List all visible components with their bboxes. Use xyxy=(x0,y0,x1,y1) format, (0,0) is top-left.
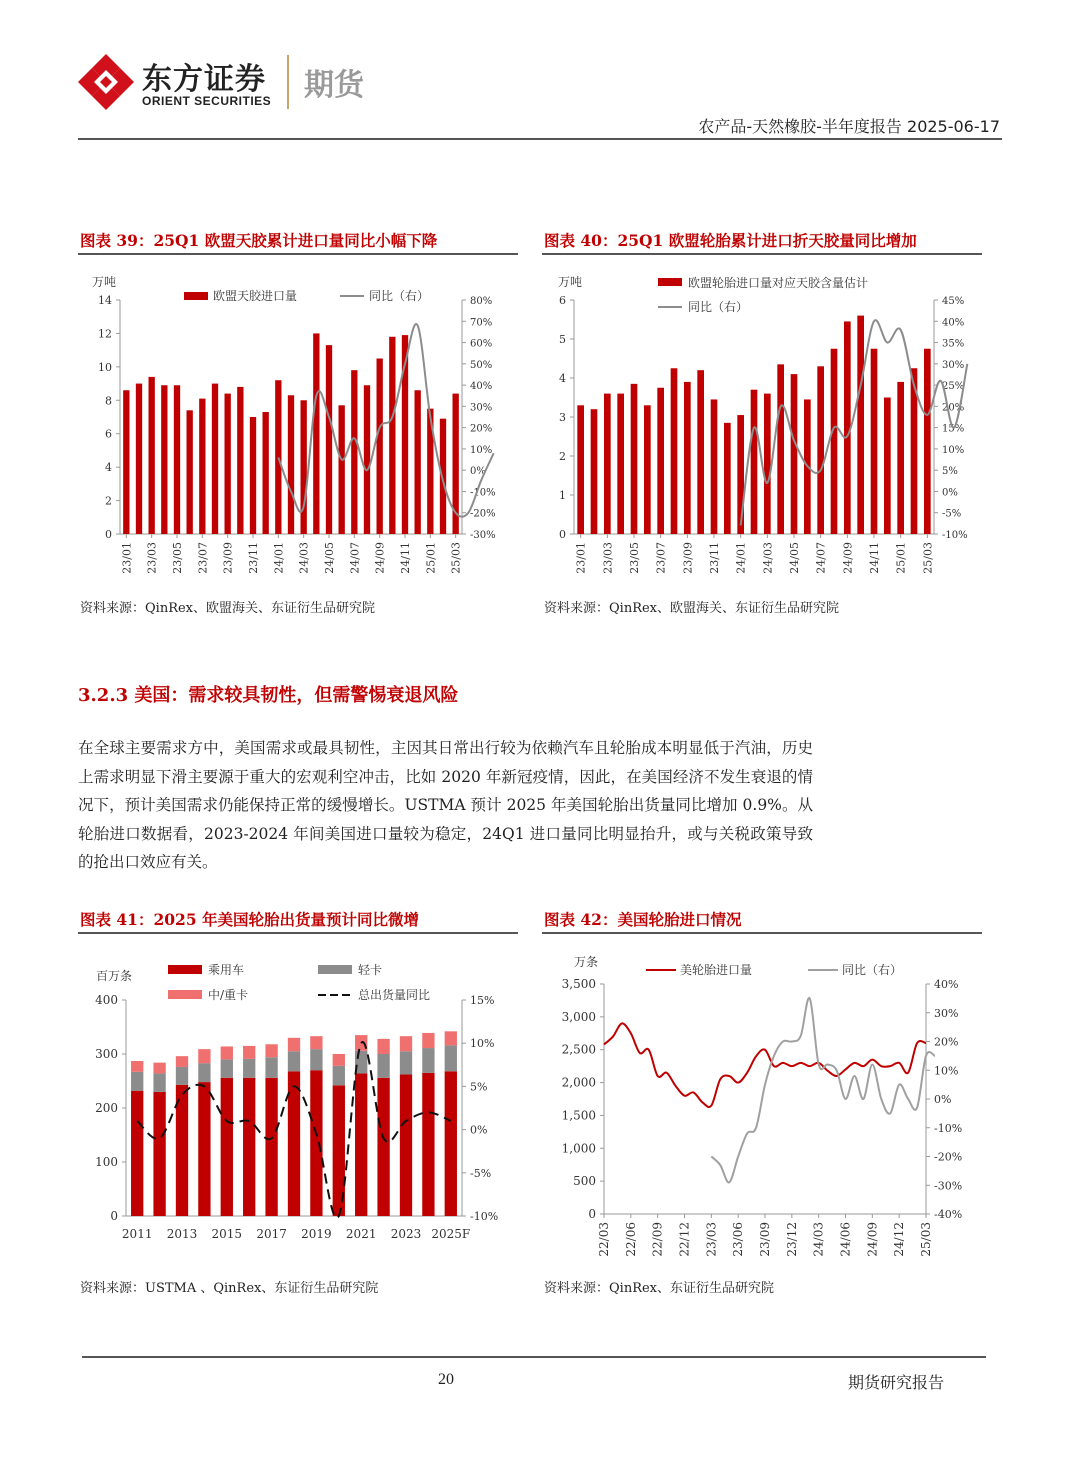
bar xyxy=(871,349,878,534)
bar xyxy=(924,349,931,534)
x-tick-label: 23/07 xyxy=(196,542,210,574)
bar xyxy=(377,359,383,535)
y-tick-label: 4 xyxy=(559,372,566,385)
x-tick-label: 24/07 xyxy=(348,542,362,574)
x-tick-label: 23/11 xyxy=(708,542,721,574)
x-tick-label: 24/09 xyxy=(841,542,855,574)
fig41-chart xyxy=(78,940,518,1270)
y-tick-label: 12 xyxy=(98,327,112,341)
bar xyxy=(764,394,771,534)
x-tick-label: 2023 xyxy=(390,1227,422,1241)
x-tick-label: 25/01 xyxy=(424,542,438,574)
x-tick-label: 2015 xyxy=(211,1227,243,1241)
fig41-title: 图表 41：2025 年美国轮胎出货量预计同比微增 xyxy=(80,910,420,929)
y-tick-label: 300 xyxy=(95,1047,118,1061)
bar-heavy-truck xyxy=(400,1036,412,1051)
x-tick-label: 2013 xyxy=(166,1227,198,1241)
y-tick-label: 0 xyxy=(588,1207,596,1221)
bar-heavy-truck xyxy=(445,1031,457,1045)
y-tick-label: 3,000 xyxy=(561,1009,596,1024)
y2-tick-label: 45% xyxy=(942,296,965,307)
y2-tick-label: 20% xyxy=(470,423,493,435)
y-tick-label: 8 xyxy=(105,394,112,408)
bar-passenger xyxy=(265,1078,277,1216)
x-tick-label: 23/09 xyxy=(681,542,695,574)
bar-light-truck xyxy=(400,1051,412,1074)
y2-tick-label: 20% xyxy=(934,1035,959,1049)
y-tick-label: 2 xyxy=(105,494,112,508)
bar-passenger xyxy=(221,1078,233,1216)
y-tick-label: 0 xyxy=(105,528,112,541)
legend-label: 同比（右） xyxy=(842,963,903,977)
y-tick-label: 6 xyxy=(559,294,566,307)
bar xyxy=(684,382,691,534)
x-tick-label: 2019 xyxy=(301,1227,332,1241)
y2-tick-label: -5% xyxy=(470,1166,492,1180)
footer-label: 期货研究报告 xyxy=(848,1373,945,1392)
y-tick-label: 14 xyxy=(98,294,112,307)
header xyxy=(0,0,1080,140)
bar xyxy=(440,419,446,534)
bar xyxy=(724,423,731,534)
bar-passenger xyxy=(243,1078,255,1216)
x-tick-label: 23/05 xyxy=(628,542,641,574)
y-tick-label: 0 xyxy=(559,528,566,541)
y-tick-label: 100 xyxy=(95,1155,118,1169)
page-number: 20 xyxy=(438,1371,454,1388)
bar-heavy-truck xyxy=(333,1054,345,1066)
bar xyxy=(751,390,758,534)
x-tick-label: 25/03 xyxy=(919,1222,933,1257)
bar-heavy-truck xyxy=(310,1036,322,1049)
bar xyxy=(671,368,678,534)
x-tick-label: 23/01 xyxy=(120,542,134,574)
bar-light-truck xyxy=(131,1072,143,1091)
x-tick-label: 24/09 xyxy=(373,542,387,574)
bar xyxy=(604,394,611,534)
fig39-rule xyxy=(78,253,518,255)
legend-label: 美轮胎进口量 xyxy=(680,963,753,977)
fig42-source: 资料来源：QinRex、东证衍生品研究院 xyxy=(544,1281,775,1296)
bar-light-truck xyxy=(198,1063,210,1082)
y2-tick-label: -10% xyxy=(934,1121,963,1135)
y-tick-label: 2,500 xyxy=(561,1042,596,1057)
bar-light-truck xyxy=(265,1057,277,1078)
bar xyxy=(123,390,129,534)
fig40-chart xyxy=(542,260,982,590)
legend-label: 欧盟天胶进口量 xyxy=(213,289,298,303)
x-tick-label: 2011 xyxy=(121,1227,153,1241)
fig40-rule xyxy=(542,253,982,255)
legend-swatch-bar xyxy=(658,278,682,286)
legend-swatch-passenger xyxy=(168,965,202,974)
y2-tick-label: 20% xyxy=(942,402,965,414)
orient-logo-icon xyxy=(78,52,134,110)
section-paragraph xyxy=(78,734,813,877)
bar xyxy=(263,412,269,534)
y-tick-label: 2 xyxy=(559,450,566,463)
legend-swatch-bar xyxy=(184,292,208,300)
bar-passenger xyxy=(422,1073,434,1216)
y2-tick-label: 10% xyxy=(470,444,493,456)
y2-tick-label: 70% xyxy=(470,317,493,329)
bar xyxy=(212,384,218,534)
fig42-rule xyxy=(542,932,982,934)
x-tick-label: 23/03 xyxy=(145,542,159,574)
y-tick-label: 200 xyxy=(95,1101,118,1115)
y2-tick-label: 30% xyxy=(470,402,493,414)
x-tick-label: 24/12 xyxy=(892,1222,907,1257)
bar xyxy=(777,364,784,534)
header-rule xyxy=(78,138,1002,140)
bar xyxy=(174,385,180,534)
bar xyxy=(831,349,838,534)
bar xyxy=(288,395,294,534)
bar-passenger xyxy=(377,1078,389,1216)
y-tick-label: 4 xyxy=(105,461,112,475)
x-tick-label: 24/03 xyxy=(761,542,775,574)
x-tick-label: 24/03 xyxy=(297,542,311,574)
y-tick-label: 6 xyxy=(105,427,112,441)
y-axis-unit: 万吨 xyxy=(558,275,583,289)
bar xyxy=(313,333,319,534)
bar-light-truck xyxy=(422,1048,434,1073)
legend-swatch-light-truck xyxy=(318,965,352,974)
bar-passenger xyxy=(198,1082,210,1216)
y-tick-label: 0 xyxy=(110,1209,118,1223)
bar-heavy-truck xyxy=(422,1033,434,1048)
x-tick-label: 23/09 xyxy=(221,542,235,574)
bar-light-truck xyxy=(243,1059,255,1078)
bar xyxy=(415,390,421,534)
y-tick-label: 3,500 xyxy=(561,977,596,991)
y-tick-label: 500 xyxy=(573,1174,596,1189)
y2-tick-label: -40% xyxy=(934,1208,963,1221)
y2-tick-label: 0% xyxy=(470,1123,488,1137)
fig39-source: 资料来源：QinRex、欧盟海关、东证衍生品研究院 xyxy=(80,601,376,616)
x-tick-label: 22/09 xyxy=(650,1222,665,1257)
y2-tick-label: -10% xyxy=(942,530,968,541)
y2-tick-label: -10% xyxy=(470,487,496,499)
y2-tick-label: 35% xyxy=(942,338,965,350)
legend-swatch-heavy-truck xyxy=(168,990,202,999)
bar-heavy-truck xyxy=(198,1049,210,1063)
y2-tick-label: 15% xyxy=(470,994,495,1007)
bar-light-truck xyxy=(153,1073,165,1091)
legend-label: 轻卡 xyxy=(358,963,383,977)
bar-light-truck xyxy=(310,1049,322,1070)
x-tick-label: 22/03 xyxy=(597,1222,611,1257)
bar xyxy=(326,345,332,534)
bar xyxy=(339,405,345,534)
bar-passenger xyxy=(153,1092,165,1216)
y-axis-unit: 万条 xyxy=(574,955,599,969)
fig39-chart xyxy=(78,260,518,590)
y2-tick-label: 50% xyxy=(470,359,493,371)
paragraph-text: 在全球主要需求方中，美国需求或最具韧性，主因其日常出行较为依赖汽车且轮胎成本明显低于汽油，历史上需求明显下滑主要源于重大的宏观利空冲击，比如 2020 年新冠疫情，因此，在美国经济不发生衰退的情况下，预计美国需求仍能保持正常的缓慢增长。USTMA 预计 2025 年美国轮胎出货量同比增加 0.9%。从轮胎进口数据看，2023-2024 年间美国进口量较为稳定，24Q1 进口量同比明显抬升，或与关税政策导致的抢出口效应有关。 xyxy=(78,739,813,871)
y2-tick-label: -30% xyxy=(934,1179,963,1193)
legend-label: 总出货量同比 xyxy=(358,988,431,1002)
y-tick-label: 5 xyxy=(559,333,566,346)
bar xyxy=(697,370,704,534)
bar xyxy=(225,394,231,534)
bar xyxy=(897,382,904,534)
bar xyxy=(884,398,891,535)
bar xyxy=(389,337,395,534)
y2-tick-label: 40% xyxy=(942,317,965,329)
x-tick-label: 23/06 xyxy=(731,1222,746,1257)
x-tick-label: 24/05 xyxy=(323,542,336,574)
x-tick-label: 23/07 xyxy=(654,542,668,574)
brand-cn: 东方证券 xyxy=(142,62,266,97)
x-tick-label: 25/03 xyxy=(921,542,935,574)
x-tick-label: 24/11 xyxy=(868,542,881,574)
bar-light-truck xyxy=(176,1067,188,1085)
bar-heavy-truck xyxy=(153,1063,165,1074)
bar xyxy=(149,377,155,534)
bar-passenger xyxy=(131,1091,143,1216)
y2-tick-label: 40% xyxy=(470,381,493,393)
x-tick-label: 23/03 xyxy=(601,542,615,574)
section-title: 3.2.3 美国：需求较具韧性，但需警惕衰退风险 xyxy=(78,685,459,706)
bar xyxy=(187,410,193,534)
y2-tick-label: 60% xyxy=(470,338,493,350)
logo-divider xyxy=(287,55,289,109)
bar-passenger xyxy=(445,1071,457,1216)
yoy-line xyxy=(278,324,493,517)
bar xyxy=(364,385,370,534)
legend-label: 欧盟轮胎进口量对应天胶含量估计 xyxy=(688,276,869,290)
bar xyxy=(857,316,864,534)
x-tick-label: 23/09 xyxy=(758,1222,772,1257)
bar-light-truck xyxy=(333,1066,345,1085)
bar-passenger xyxy=(400,1075,412,1216)
bar-heavy-truck xyxy=(176,1056,188,1067)
x-tick-label: 24/01 xyxy=(734,542,748,574)
x-tick-label: 23/11 xyxy=(247,542,260,574)
x-tick-label: 2017 xyxy=(256,1227,287,1241)
bar xyxy=(737,415,744,534)
y2-tick-label: 80% xyxy=(470,296,493,307)
x-tick-label: 23/05 xyxy=(171,542,184,574)
fig40-title: 图表 40：25Q1 欧盟轮胎累计进口折天胶量同比增加 xyxy=(544,231,917,250)
y2-tick-label: 30% xyxy=(934,1006,959,1020)
fig41-source: 资料来源：USTMA 、QinRex、东证衍生品研究院 xyxy=(80,1281,379,1296)
y2-tick-label: 0% xyxy=(470,466,486,478)
x-tick-label: 25/03 xyxy=(449,542,463,574)
bar-passenger xyxy=(355,1073,367,1216)
bar xyxy=(275,380,281,534)
import-volume-line xyxy=(604,1023,926,1107)
y2-tick-label: -20% xyxy=(934,1150,963,1164)
y-tick-label: 400 xyxy=(95,993,118,1007)
bar-light-truck xyxy=(377,1054,389,1078)
fig39-title: 图表 39：25Q1 欧盟天胶累计进口量同比小幅下降 xyxy=(80,231,438,250)
bar xyxy=(791,374,798,534)
legend-label: 同比（右） xyxy=(688,300,749,314)
bar xyxy=(161,385,167,534)
y2-tick-label: 10% xyxy=(934,1064,959,1078)
bar xyxy=(301,400,307,534)
bar-light-truck xyxy=(445,1045,457,1071)
bar xyxy=(817,366,824,534)
bar xyxy=(351,370,357,534)
bar-heavy-truck xyxy=(221,1046,233,1059)
x-tick-label: 24/09 xyxy=(865,1222,880,1257)
y2-tick-label: -10% xyxy=(470,1210,499,1223)
legend-label: 中/重卡 xyxy=(208,988,249,1002)
footer-rule xyxy=(82,1356,986,1358)
x-tick-label: 22/12 xyxy=(677,1222,692,1257)
y2-tick-label: 10% xyxy=(942,444,965,456)
x-tick-label: 24/11 xyxy=(399,542,412,574)
bar xyxy=(644,405,651,534)
bar xyxy=(237,387,243,534)
x-tick-label: 23/01 xyxy=(574,542,588,574)
y2-tick-label: 0% xyxy=(934,1093,952,1106)
fig42-chart xyxy=(542,940,982,1270)
y-tick-label: 1,000 xyxy=(561,1141,596,1156)
y2-tick-label: 25% xyxy=(942,381,965,393)
y-axis-unit: 万吨 xyxy=(92,275,117,289)
bar xyxy=(250,417,256,534)
bar-heavy-truck xyxy=(131,1061,143,1072)
brand-en: ORIENT SECURITIES xyxy=(142,94,272,108)
y2-tick-label: 10% xyxy=(470,1037,495,1051)
yoy-line xyxy=(741,320,968,525)
y2-tick-label: 40% xyxy=(934,978,959,991)
bar xyxy=(591,409,598,534)
y2-tick-label: 5% xyxy=(942,466,958,478)
bar-passenger xyxy=(310,1070,322,1216)
fig40-source: 资料来源：QinRex、欧盟海关、东证衍生品研究院 xyxy=(544,601,840,616)
bar xyxy=(711,399,718,534)
x-tick-label: 24/03 xyxy=(811,1222,826,1257)
yoy-line xyxy=(711,998,935,1183)
x-tick-label: 23/03 xyxy=(704,1222,719,1257)
bar-heavy-truck xyxy=(243,1046,255,1059)
bar-light-truck xyxy=(221,1059,233,1077)
x-tick-label: 22/06 xyxy=(623,1222,638,1257)
y2-tick-label: 0% xyxy=(942,487,958,499)
bar-heavy-truck xyxy=(288,1038,300,1052)
bar xyxy=(199,399,205,534)
y-axis-unit: 百万条 xyxy=(96,969,133,983)
y-tick-label: 2,000 xyxy=(561,1075,596,1090)
bar xyxy=(657,388,664,534)
y-tick-label: 10 xyxy=(98,360,112,374)
fig41-rule xyxy=(78,932,518,934)
y2-tick-label: 30% xyxy=(942,359,965,371)
bar-heavy-truck xyxy=(265,1044,277,1057)
x-tick-label: 24/06 xyxy=(838,1222,853,1257)
x-tick-label: 2021 xyxy=(345,1227,377,1241)
division-label: 期货 xyxy=(304,68,364,103)
y2-tick-label: 15% xyxy=(942,423,965,435)
bar-passenger xyxy=(176,1085,188,1216)
legend-label: 乘用车 xyxy=(208,963,245,977)
bar xyxy=(577,405,584,534)
fig42-title: 图表 42：美国轮胎进口情况 xyxy=(544,910,742,929)
y2-tick-label: -30% xyxy=(470,530,496,541)
x-tick-label: 23/12 xyxy=(784,1222,799,1257)
x-tick-label: 25/01 xyxy=(894,542,908,574)
report-meta: 农产品-天然橡胶-半年度报告 2025-06-17 xyxy=(698,117,1000,136)
y-tick-label: 3 xyxy=(559,411,566,424)
y2-tick-label: -5% xyxy=(942,508,962,520)
bar-light-truck xyxy=(288,1051,300,1071)
x-tick-label: 2025F xyxy=(431,1227,471,1241)
bar-heavy-truck xyxy=(377,1039,389,1054)
y2-tick-label: -20% xyxy=(470,508,496,520)
y2-tick-label: 5% xyxy=(470,1080,488,1094)
x-tick-label: 24/01 xyxy=(272,542,286,574)
legend-label: 同比（右） xyxy=(369,289,430,303)
x-tick-label: 24/07 xyxy=(814,542,828,574)
bar xyxy=(136,384,142,534)
bar xyxy=(617,394,624,534)
y-tick-label: 1 xyxy=(559,489,566,502)
x-tick-label: 24/05 xyxy=(788,542,801,574)
bar xyxy=(631,384,638,534)
y-tick-label: 1,500 xyxy=(561,1108,596,1123)
